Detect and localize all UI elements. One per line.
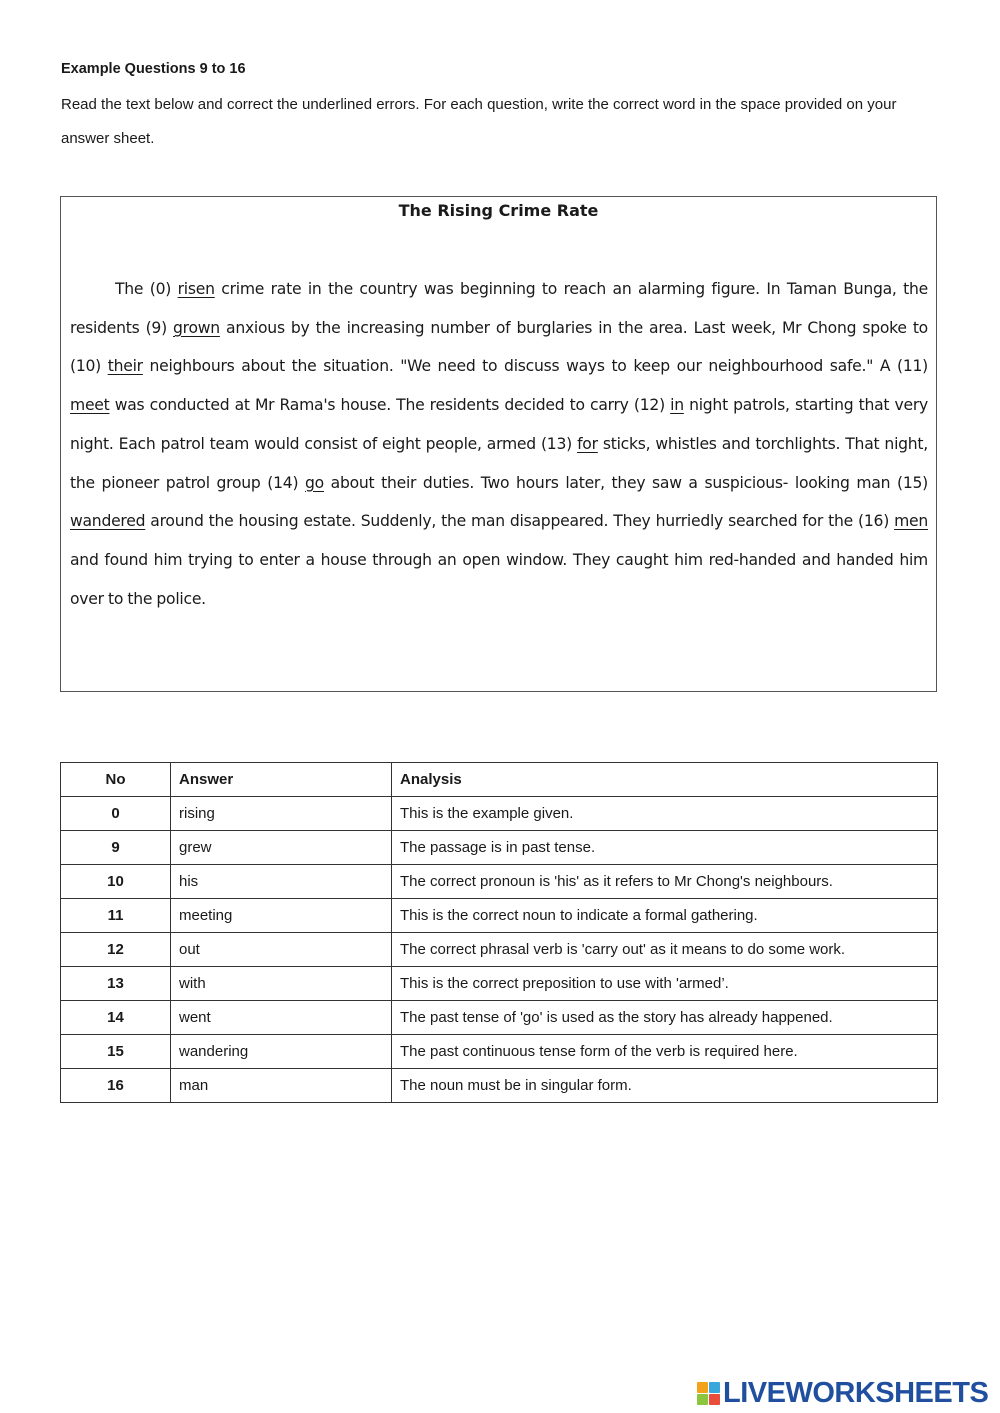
table-row [61, 797, 938, 831]
underlined-error: men [894, 512, 928, 531]
analysis-cell: The correct pronoun is 'his' as it refers to Mr Chong's neighbours. [392, 865, 938, 899]
no-cell: 12 [61, 933, 171, 967]
underlined-error: go [305, 473, 324, 492]
instructions-text: Read the text below and correct the underlined errors. For each question, write the correct word in the space provided on your answer sheet. [61, 96, 897, 147]
answer-cell: his [171, 865, 392, 899]
underlined-error: risen [177, 280, 215, 298]
table-row [61, 933, 938, 967]
answer-cell: went [171, 1001, 392, 1035]
no-cell: 10 [61, 865, 171, 899]
logo-mark-icon [697, 1382, 720, 1405]
underlined-error: meet [70, 396, 110, 415]
table-row [61, 1035, 938, 1069]
analysis-cell: The passage is in past tense. [392, 831, 938, 865]
liveworksheets-logo [697, 1377, 988, 1410]
logo-tile [697, 1382, 708, 1393]
answer-cell: man [171, 1069, 392, 1103]
analysis-cell: The correct phrasal verb is 'carry out' as it means to do some work. [392, 933, 938, 967]
underlined-error: grown [173, 318, 220, 337]
no-cell: 14 [61, 1001, 171, 1035]
passage-title: The Rising Crime Rate [398, 201, 599, 220]
passage-text: about their duties. Two hours later, they saw a suspicious- looking man (15) [323, 473, 928, 492]
no-cell: 13 [61, 967, 171, 1001]
passage-text: The (0) [115, 280, 178, 298]
answer-cell: out [171, 933, 392, 967]
passage-text: was conducted at Mr Rama's house. The residents decided to carry (12) [109, 396, 671, 415]
underlined-error: wandered [70, 512, 146, 531]
no-cell: 15 [61, 1035, 171, 1069]
table-row [61, 967, 938, 1001]
answer-cell: meeting [171, 899, 392, 933]
table-row [61, 831, 938, 865]
analysis-cell: The past tense of 'go' is used as the story has already happened. [392, 1001, 938, 1035]
passage-text: night patrols, starting that very night. Each patrol team would consist of eight people, armed (13) [70, 396, 928, 453]
no-cell: 16 [61, 1069, 171, 1103]
no-cell: 0 [61, 797, 171, 831]
table-row [61, 865, 938, 899]
answer-cell: wandering [171, 1035, 392, 1069]
table-header-row [61, 763, 938, 797]
underlined-error: in [670, 396, 684, 415]
passage-text: and found him trying to enter a house through an open window. They caught him red-handed and handed him over to the police. [70, 550, 928, 608]
analysis-cell: This is the example given. [392, 797, 938, 831]
analysis-cell: This is the correct noun to indicate a formal gathering. [392, 899, 938, 933]
logo-tile [709, 1394, 720, 1405]
answer-cell: grew [171, 831, 392, 865]
passage-text: sticks, whistles and torchlights. That night, the pioneer patrol group (14) [70, 434, 928, 492]
header-no: No [61, 763, 171, 797]
passage-text: crime rate in the country was beginning to reach an alarming figure. In Taman Bunga, the residents (9) [70, 280, 929, 337]
table-row [61, 899, 938, 933]
underlined-error: for [577, 434, 598, 453]
answer-cell: rising [171, 797, 392, 831]
logo-text: LIVEWORKSHEETS [723, 1377, 989, 1409]
page-heading: Example Questions 9 to 16 [61, 61, 246, 77]
header-analysis: Analysis [392, 763, 938, 797]
analysis-cell: The past continuous tense form of the verb is required here. [392, 1035, 938, 1069]
analysis-cell: This is the correct preposition to use with 'armed’. [392, 967, 938, 1001]
passage-text: anxious by the increasing number of burglaries in the area. Last week, Mr Chong spoke to (10) [70, 318, 928, 376]
passage-text: around the housing estate. Suddenly, the man disappeared. They hurriedly searched for the (16) [145, 512, 895, 531]
table-row [61, 1001, 938, 1035]
header-answer: Answer [171, 763, 392, 797]
answer-table [60, 762, 938, 1103]
answer-cell: with [171, 967, 392, 1001]
logo-tile [709, 1382, 720, 1393]
passage-box [60, 196, 937, 692]
analysis-cell: The noun must be in singular form. [392, 1069, 938, 1103]
table-row [61, 1069, 938, 1103]
no-cell: 9 [61, 831, 171, 865]
passage-body [70, 270, 928, 618]
no-cell: 11 [61, 899, 171, 933]
logo-tile [697, 1394, 708, 1405]
passage-text: neighbours about the situation. "We need to discuss ways to keep our neighbourhood safe." A (11) [142, 357, 929, 376]
underlined-error: their [107, 357, 143, 376]
